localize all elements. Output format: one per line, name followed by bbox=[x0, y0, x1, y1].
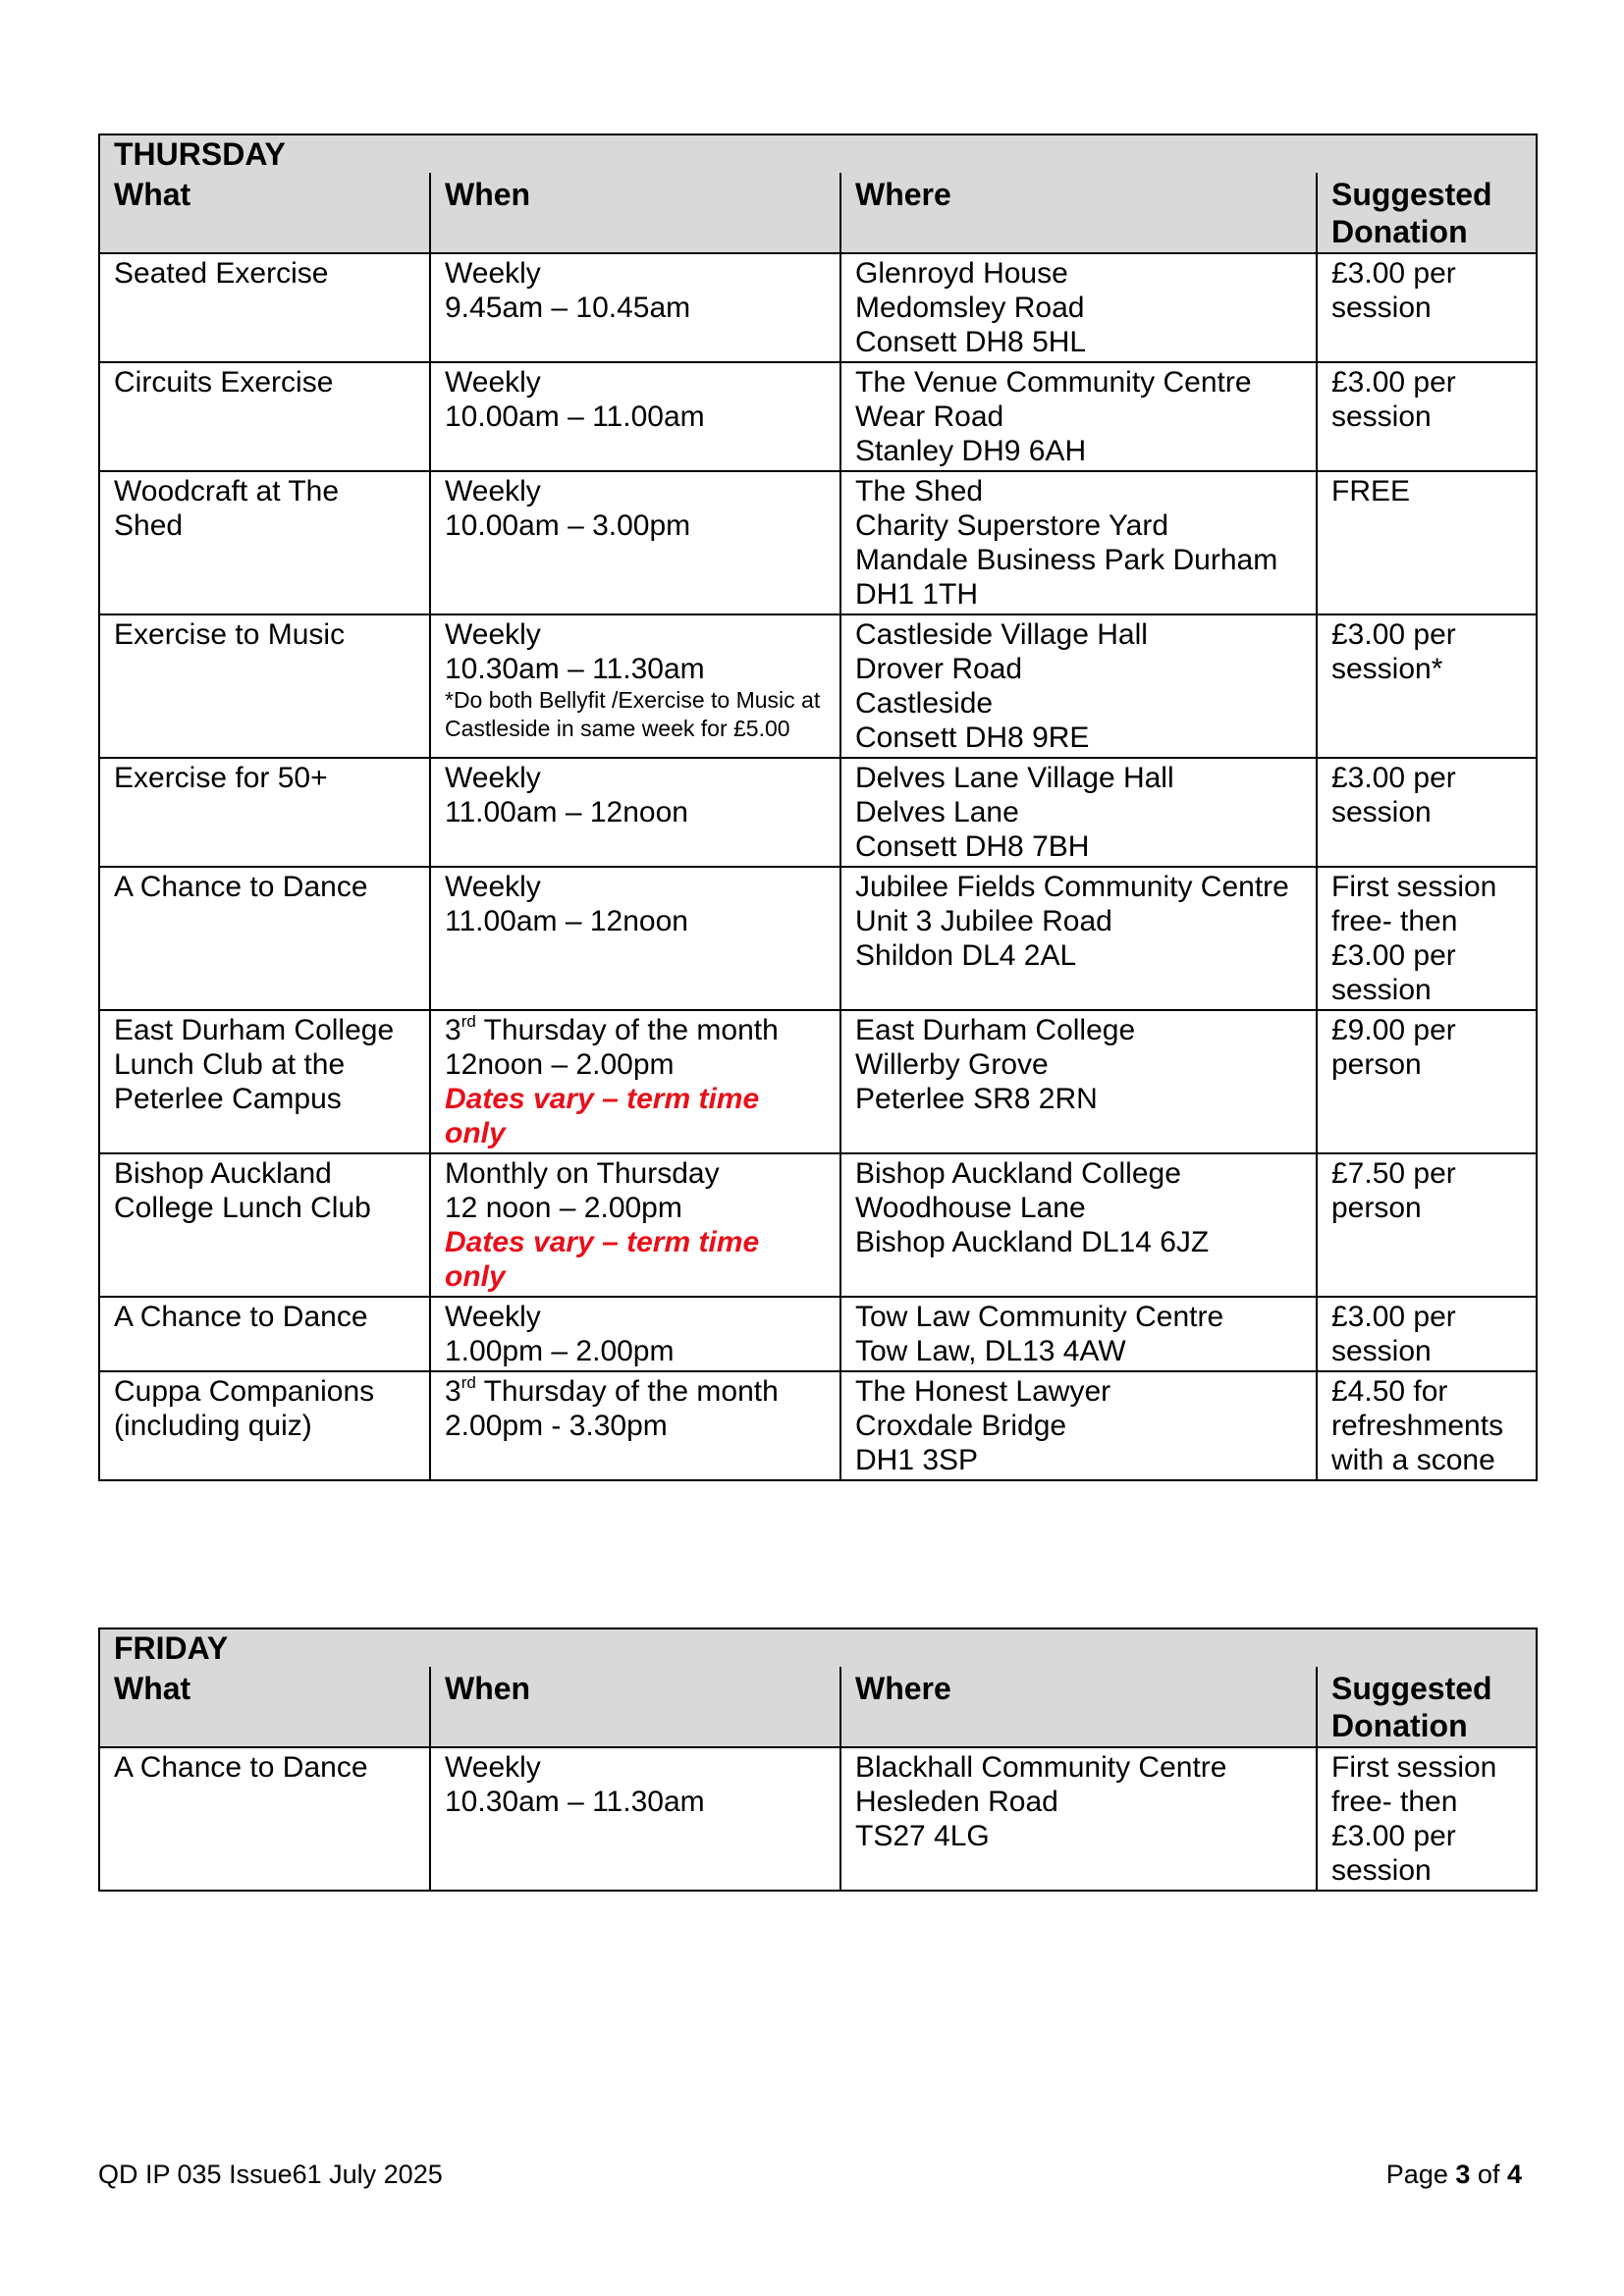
when-cell: 3rd Thursday of the month 12noon – 2.00pm Dates vary – term time only bbox=[430, 1010, 840, 1153]
column-header-when: When bbox=[430, 174, 840, 254]
table-row bbox=[99, 1371, 1537, 1480]
activity-cell: East Durham College Lunch Club at the Peterlee Campus bbox=[99, 1010, 430, 1153]
when-cell: 3rd Thursday of the month 2.00pm - 3.30pm bbox=[430, 1371, 840, 1480]
page-number: Page 3 of 4 bbox=[1385, 2160, 1522, 2189]
when-cell: Weekly 11.00am – 12noon bbox=[430, 758, 840, 867]
donation-cell: £3.00 per session bbox=[1317, 1297, 1537, 1371]
when-cell: Weekly 10.00am – 11.00am bbox=[430, 362, 840, 471]
table-row bbox=[99, 1297, 1537, 1371]
donation-cell: £7.50 per person bbox=[1317, 1153, 1537, 1297]
when-cell: Weekly 11.00am – 12noon bbox=[430, 867, 840, 1010]
donation-cell: First session free- then £3.00 per session bbox=[1317, 867, 1537, 1010]
table-row bbox=[99, 867, 1537, 1010]
document-reference: QD IP 035 Issue61 July 2025 bbox=[98, 2160, 443, 2189]
venue-cell: Blackhall Community Centre Hesleden Road TS27 4LG bbox=[840, 1747, 1317, 1891]
venue-cell: Jubilee Fields Community Centre Unit 3 Jubilee Road Shildon DL4 2AL bbox=[840, 867, 1317, 1010]
thursday-schedule-table bbox=[98, 133, 1538, 1481]
venue-cell: Castleside Village Hall Drover Road Castleside Consett DH8 9RE bbox=[840, 614, 1317, 758]
donation-cell: £3.00 per session bbox=[1317, 253, 1537, 362]
activity-cell: A Chance to Dance bbox=[99, 867, 430, 1010]
dates-warning: only bbox=[445, 1117, 506, 1149]
table-row bbox=[99, 1153, 1537, 1297]
column-header-donation: Suggested Donation bbox=[1317, 1668, 1537, 1748]
activity-cell: Exercise to Music bbox=[99, 614, 430, 758]
donation-cell: £4.50 for refreshments with a scone bbox=[1317, 1371, 1537, 1480]
activity-cell: A Chance to Dance bbox=[99, 1747, 430, 1891]
dates-warning: Dates vary – term time bbox=[445, 1083, 760, 1115]
day-heading: THURSDAY bbox=[99, 134, 1537, 174]
day-heading: FRIDAY bbox=[99, 1629, 1537, 1668]
table-row bbox=[99, 1010, 1537, 1153]
when-cell: Monthly on Thursday 12 noon – 2.00pm Dates vary – term time only bbox=[430, 1153, 840, 1297]
activity-cell: Woodcraft at The Shed bbox=[99, 471, 430, 614]
venue-cell: East Durham College Willerby Grove Peterlee SR8 2RN bbox=[840, 1010, 1317, 1153]
column-header-when: When bbox=[430, 1668, 840, 1748]
dates-warning: Dates vary – term time bbox=[445, 1226, 760, 1258]
activity-cell: Seated Exercise bbox=[99, 253, 430, 362]
table-row bbox=[99, 362, 1537, 471]
venue-cell: Glenroyd House Medomsley Road Consett DH8 5HL bbox=[840, 253, 1317, 362]
activity-cell: Bishop Auckland College Lunch Club bbox=[99, 1153, 430, 1297]
friday-schedule-table bbox=[98, 1628, 1538, 1892]
table-row bbox=[99, 758, 1537, 867]
footnote-text: *Do both Bellyfit /Exercise to Music at Castleside in same week for £5.00 bbox=[445, 687, 821, 741]
when-cell: Weekly 10.30am – 11.30am bbox=[430, 1747, 840, 1891]
column-header-where: Where bbox=[840, 1668, 1317, 1748]
activity-cell: Exercise for 50+ bbox=[99, 758, 430, 867]
when-cell: Weekly 1.00pm – 2.00pm bbox=[430, 1297, 840, 1371]
activity-cell: Cuppa Companions (including quiz) bbox=[99, 1371, 430, 1480]
activity-cell: Circuits Exercise bbox=[99, 362, 430, 471]
column-header-where: Where bbox=[840, 174, 1317, 254]
donation-cell: £3.00 per session* bbox=[1317, 614, 1537, 758]
donation-cell: FREE bbox=[1317, 471, 1537, 614]
activity-cell: A Chance to Dance bbox=[99, 1297, 430, 1371]
donation-cell: £3.00 per session bbox=[1317, 758, 1537, 867]
venue-cell: The Honest Lawyer Croxdale Bridge DH1 3SP bbox=[840, 1371, 1317, 1480]
donation-cell: £9.00 per person bbox=[1317, 1010, 1537, 1153]
column-header-what: What bbox=[99, 1668, 430, 1748]
donation-cell: £3.00 per session bbox=[1317, 362, 1537, 471]
table-row bbox=[99, 253, 1537, 362]
venue-cell: Delves Lane Village Hall Delves Lane Consett DH8 7BH bbox=[840, 758, 1317, 867]
column-header-what: What bbox=[99, 174, 430, 254]
venue-cell: Tow Law Community Centre Tow Law, DL13 4AW bbox=[840, 1297, 1317, 1371]
column-header-donation: Suggested Donation bbox=[1317, 174, 1537, 254]
when-cell: Weekly 10.30am – 11.30am *Do both Bellyfit /Exercise to Music at Castleside in same week for £5.00 bbox=[430, 614, 840, 758]
donation-cell: First session free- then £3.00 per session bbox=[1317, 1747, 1537, 1891]
table-row bbox=[99, 614, 1537, 758]
dates-warning: only bbox=[445, 1260, 506, 1293]
venue-cell: The Venue Community Centre Wear Road Stanley DH9 6AH bbox=[840, 362, 1317, 471]
table-row bbox=[99, 471, 1537, 614]
venue-cell: The Shed Charity Superstore Yard Mandale Business Park Durham DH1 1TH bbox=[840, 471, 1317, 614]
when-cell: Weekly 10.00am – 3.00pm bbox=[430, 471, 840, 614]
table-row bbox=[99, 1747, 1537, 1891]
venue-cell: Bishop Auckland College Woodhouse Lane Bishop Auckland DL14 6JZ bbox=[840, 1153, 1317, 1297]
when-cell: Weekly 9.45am – 10.45am bbox=[430, 253, 840, 362]
